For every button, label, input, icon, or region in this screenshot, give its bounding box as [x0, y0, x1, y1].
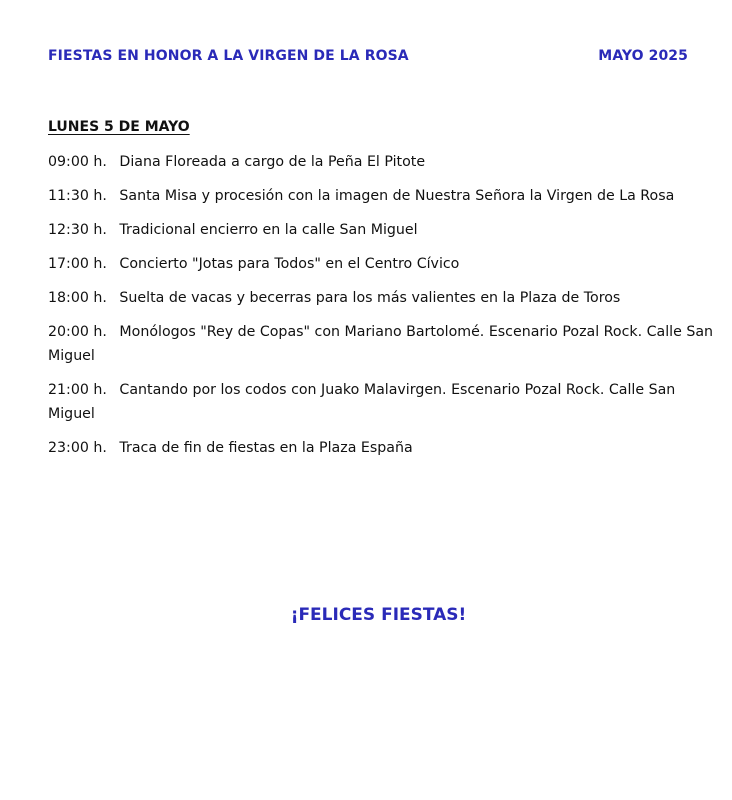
event-time: 09:00 h.: [48, 154, 107, 170]
closing-message: ¡FELICES FIESTAS!: [290, 605, 467, 625]
event-time: 17:00 h.: [48, 256, 107, 272]
document-date: MAYO 2025: [598, 48, 688, 64]
event-description: Traca de fin de fiestas en la Plaza España: [119, 440, 413, 456]
event-item: [48, 218, 716, 242]
event-item: [48, 286, 716, 310]
event-item: [48, 378, 716, 426]
event-time: 23:00 h.: [48, 440, 107, 456]
event-description: Diana Floreada a cargo de la Peña El Pitote: [119, 154, 426, 170]
event-time: 18:00 h.: [48, 290, 107, 306]
document-footer: [0, 605, 732, 625]
event-item: [48, 436, 716, 460]
event-item: [48, 150, 716, 174]
document-header: [48, 48, 688, 64]
event-description: Cantando por los codos con Juako Malavirgen. Escenario Pozal Rock. Calle San Miguel: [48, 382, 676, 422]
event-time: 12:30 h.: [48, 222, 107, 238]
event-item: [48, 252, 716, 276]
event-item: [48, 320, 716, 368]
event-description: Concierto "Jotas para Todos" en el Centro Cívico: [119, 256, 460, 272]
document-title: FIESTAS EN HONOR A LA VIRGEN DE LA ROSA: [48, 48, 409, 64]
event-item: [48, 184, 716, 208]
event-description: Santa Misa y procesión con la imagen de Nuestra Señora la Virgen de La Rosa: [119, 188, 675, 204]
day-heading: LUNES 5 DE MAYO: [48, 119, 190, 135]
event-time: 21:00 h.: [48, 382, 107, 398]
event-description: Monólogos "Rey de Copas" con Mariano Bartolomé. Escenario Pozal Rock. Calle San Miguel: [48, 324, 714, 364]
event-time: 11:30 h.: [48, 188, 107, 204]
event-time: 20:00 h.: [48, 324, 107, 340]
event-description: Tradicional encierro en la calle San Miguel: [119, 222, 418, 238]
event-list: [48, 150, 716, 470]
event-description: Suelta de vacas y becerras para los más valientes en la Plaza de Toros: [119, 290, 621, 306]
